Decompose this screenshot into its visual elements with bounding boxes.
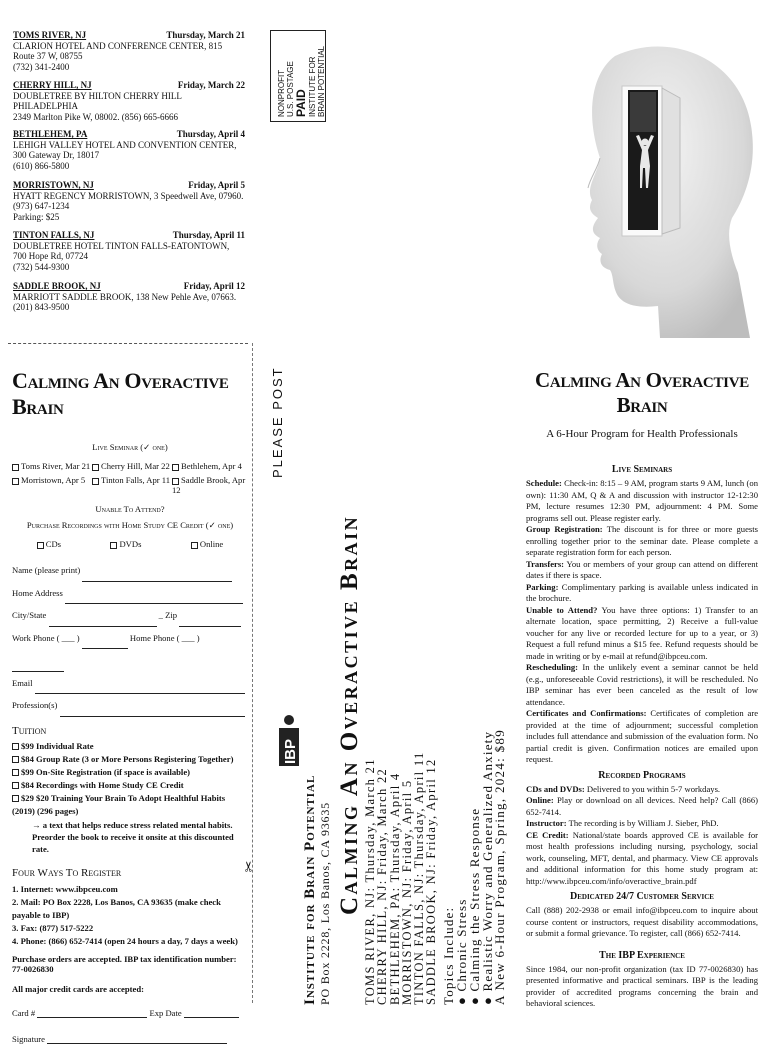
ibp-logo-text: IBP: [282, 738, 299, 764]
info-paragraph-key: Group Registration:: [526, 524, 603, 534]
location-venue: MARRIOTT SADDLE BROOK, 138 New Pehle Ave, 07663. (201) 843-9500: [13, 291, 237, 312]
info-paragraph-key: Parking:: [526, 581, 559, 592]
seminar-option-label: Toms River, Mar 21: [21, 461, 91, 471]
location-extra: (732) 544-9300: [13, 261, 70, 272]
home-phone-label: Home Phone ( ___ ): [129, 632, 200, 643]
location-entry: [13, 180, 245, 222]
checkbox[interactable]: [37, 542, 44, 549]
tuition-option[interactable]: [12, 792, 248, 818]
location-date: Thursday, April 11: [172, 230, 245, 240]
info-paragraph-text: The recording is by William J. Sieber, PhD.: [566, 818, 719, 828]
location-venue: DOUBLETREE HOTEL TINTON FALLS-EATONTOWN, 700 Hope Rd, 07724: [13, 240, 230, 261]
info-paragraph-text: In the unlikely event a seminar cannot be held (e.g., unforeseeable Covid restrictions), it will be rescheduled. No IBP seminar has ever been canceled as the result of low attendance.: [526, 662, 758, 707]
register-way: 3. Fax: (877) 517-5222: [12, 922, 94, 933]
info-paragraph: [526, 830, 758, 888]
info-paragraph: [526, 559, 758, 582]
form-title: Calming An Overactive Brain: [12, 368, 229, 419]
tuition-option[interactable]: [12, 753, 248, 766]
location-entry: [13, 30, 245, 72]
tuition-option-label: $84 Group Rate (3 or More Persons Registering Together): [21, 753, 234, 764]
experience-heading: The IBP Experience: [599, 949, 685, 961]
ways-list: [12, 883, 248, 948]
checkbox[interactable]: [12, 795, 19, 802]
tuition-option[interactable]: [12, 740, 248, 753]
register-way: 4. Phone: (866) 652-7414 (open 24 hours a day, 7 days a week): [12, 935, 238, 946]
checkbox[interactable]: [92, 478, 99, 485]
info-paragraph: [526, 662, 758, 708]
checkbox[interactable]: [92, 464, 99, 471]
scissors-icon: ✂: [242, 860, 258, 873]
service-heading: Dedicated 24/7 Customer Service: [570, 891, 714, 902]
seminar-option-label: Saddle Brook, Apr 12: [172, 475, 246, 495]
location-city: MORRISTOWN, NJ: [13, 180, 94, 190]
media-option-label: CDs: [45, 539, 62, 549]
spine-program: A New 6-Hour Program, Spring, 2024: $89: [492, 728, 507, 1005]
seminar-option[interactable]: [92, 475, 172, 495]
spine-date-line: CHERRY HILL, NJ: Friday, March 22: [375, 767, 390, 1005]
seminar-option[interactable]: [172, 475, 248, 495]
location-city: SADDLE BROOK, NJ: [13, 281, 101, 291]
location-city: CHERRY HILL, NJ: [13, 80, 92, 90]
permit-paid: PAID: [294, 89, 308, 117]
po-note: Purchase orders are accepted. IBP tax identification number: 77-0026830: [12, 953, 237, 974]
location-venue: LEHIGH VALLEY HOTEL AND CONVENTION CENTER, 300 Gateway Dr, 18017: [13, 139, 237, 160]
info-panel: [526, 368, 758, 1010]
topic-item-label: Calming the Stress Response: [467, 807, 482, 992]
tuition-note: → a text that helps reduce stress related mental habits. Preorder the book to receive it onsite at this discounted rate.: [32, 819, 234, 854]
location-venue: DOUBLETREE BY HILTON CHERRY HILL PHILADELPHIA: [13, 90, 182, 111]
location-city: TINTON FALLS, NJ: [13, 230, 95, 240]
media-option[interactable]: [191, 539, 223, 549]
profession-field[interactable]: [60, 716, 245, 717]
permit-line1: NONPROFIT: [277, 69, 286, 117]
profession-label: Profession(s): [12, 700, 58, 710]
media-option[interactable]: [110, 539, 141, 549]
permit-line5: BRAIN POTENTIAL: [317, 45, 326, 117]
spine-title: Calming An Overactive Brain: [336, 514, 363, 915]
topic-item-label: Chronic Stress: [454, 898, 469, 992]
info-paragraph: [526, 478, 758, 524]
location-entry: [13, 281, 245, 313]
media-options: [12, 539, 248, 549]
info-paragraph: [526, 708, 758, 766]
info-paragraph-text: Check-in: 8:15 – 9 AM, program starts 9 AM, lunch (on own): 11:30 AM, Q & A and discussion with instructor 12-12:30 PM, lecture resumes 12:30 PM, adjournment: 4 PM. Some programs sell out. Please register early.: [526, 478, 758, 523]
card-label: Card #: [12, 1007, 36, 1018]
info-paragraph-key: Rescheduling:: [526, 662, 579, 672]
checkbox[interactable]: [12, 478, 19, 485]
spine-date-line: MORRISTOWN, NJ: Friday, April 5: [399, 779, 414, 1005]
seminar-option-label: Cherry Hill, Mar 22: [101, 461, 170, 471]
info-subtitle: A 6-Hour Program for Health Professionals: [546, 428, 738, 440]
card-field[interactable]: [37, 1017, 147, 1018]
seminar-option-label: Morristown, Apr 5: [21, 475, 86, 485]
head-silhouette-illustration: [540, 38, 760, 348]
location-extra: (610) 866-5800: [13, 160, 70, 171]
topic-item-label: Realistic Worry and Generalized Anxiety: [480, 730, 495, 992]
purchase-recordings-label: Purchase Recordings with Home Study CE Credit (✓ one): [26, 520, 234, 530]
checkbox[interactable]: [110, 542, 117, 549]
location-city: BETHLEHEM, PA: [13, 129, 88, 139]
bullet-icon: ●: [454, 991, 469, 1005]
location-city: TOMS RIVER, NJ: [13, 30, 87, 40]
topics-heading: Topics Include:: [441, 906, 456, 1005]
service-text: Call (888) 202-2938 or email info@ibpceu.com to inquire about course content or instructors, request disability accommodations, or submit a formal grievance. To register, call (866) 652-7414.: [526, 905, 758, 938]
checkbox[interactable]: [172, 464, 179, 471]
checkbox[interactable]: [172, 478, 179, 485]
info-paragraph-text: You or members of your group can attend on different dates if there is space.: [526, 558, 758, 580]
info-paragraph-text: Certificates of completion are provided at the time of adjournment; successful completion includes full attendance and submission of the evaluation form. No partial credit is given. Confirmation notices are emailed upon request.: [526, 708, 759, 764]
email-label: Email: [12, 677, 33, 688]
location-extra: Parking: $25: [13, 211, 60, 222]
postage-permit: [270, 30, 326, 122]
info-paragraph: [526, 524, 758, 559]
exp-field[interactable]: [184, 1017, 239, 1018]
info-paragraph: [526, 795, 758, 818]
location-date: Friday, April 5: [188, 180, 245, 190]
location-extra: 2349 Marlton Pike W, 08002. (856) 665-6666: [13, 111, 178, 122]
info-paragraph: [526, 582, 758, 605]
city-label: City/State: [12, 610, 47, 620]
spine-date-line: BETHLEHEM, PA: Thursday, April 4: [387, 772, 402, 1005]
zip-label: Zip: [165, 610, 178, 620]
media-option[interactable]: [37, 539, 61, 549]
signature-label: Signature: [12, 1033, 45, 1044]
media-option-label: Online: [199, 539, 224, 549]
unable-to-attend-label: Unable To Attend?: [95, 504, 165, 514]
spine-dates: [364, 751, 438, 1005]
register-way: 2. Mail: PO Box 2228, Los Banos, CA 93635 (make check payable to IBP): [12, 896, 221, 920]
info-paragraph-key: Transfers:: [526, 558, 565, 569]
info-paragraph-text: Delivered to you within 5-7 workdays.: [584, 783, 721, 794]
info-paragraph-text: You have three options: 1) Transfer to an alternate location, space permitting, 2) Receive a full-value voucher for any live or recorded lecture for up to a year, or 3) Request a full refund minus a $15 fee. Refund requests should be made in writing or by e-mail at refund@ibpceu.com.: [526, 604, 758, 661]
location-entry: [13, 80, 245, 122]
location-date: Thursday, April 4: [176, 129, 245, 139]
info-paragraph-key: Certificates and Confirmations:: [526, 708, 647, 718]
info-paragraph: [526, 784, 758, 796]
location-entry: [13, 129, 245, 171]
info-paragraph: [526, 605, 758, 663]
seminar-options: [12, 461, 248, 495]
location-date: Friday, March 22: [177, 80, 245, 90]
ibp-logo: [276, 712, 302, 768]
spine-date-line: TINTON FALLS, NJ: Thursday, April 11: [412, 751, 427, 1005]
spine-org-name: Institute for Brain Potential: [302, 774, 318, 1005]
address-label: Home Address: [12, 587, 63, 598]
info-paragraph-key: Instructor:: [526, 818, 567, 828]
info-paragraph-text: The discount is for three or more guests enrolling together prior to the seminar date. Please complete a separate registration form for each person.: [526, 524, 758, 557]
checkbox[interactable]: [12, 743, 19, 750]
registration-form: Calming An Overactive Brain Live Seminar (✓ one) Toms River, Mar 21 Cherry Hill, Mar 22 Bethlehem, Apr 4 Morristown, Apr 5 Tinton Falls, Apr 11 Saddle Brook, Apr 12 Unable To Attend? Purchase Recordings with Home Study CE Credit (✓ one) CDs DVDs Online Name (please print) Home Address City/State _ Zip Work Phone ( ___ ) Home Phone ( ___ ) Email Profession(s) Tuition $99 Individual Rate $84 Group Rate (3 or More Persons Registering Together) $99 On-Site Registration (if space is available) $84 Recordings with Home Study CE Credit $29 $20 Training Your Brain To Adopt Healthful Habits (2019) (296 pages) → a text that helps reduce stress related mental habits. Preorder the book to receive it onsite at this discounted rate. Four Ways To Register 1. Internet: www.ibpceu.com 2. Mail: PO Box 2228, Los Banos, CA 93635 (make check payable to IBP) 3. Fax: (877) 517-5222 4. Phone: (866) 652-7414 (open 24 hours a day, 7 days a week) Purchase orders are accepted. IBP tax identification number: 77-0026830 All major credit cards are accepted: Card # Exp Date Signature: [12, 368, 248, 1044]
info-paragraph-text: National/state boards approved CE is available for most health professions including nursing, psychology, social work, counseling, MFT, dental, and pharmacy. View CE approvals and additional information for this home study program at: http://www.ibpceu.com/info/overactive_brain.pdf: [526, 829, 758, 886]
spine-po-box: PO Box 2228, Los Banos, CA 93635: [318, 802, 332, 1005]
tuition-option-label: $84 Recordings with Home Study CE Credit: [21, 779, 184, 790]
tuition-heading: Tuition: [12, 724, 47, 737]
fold-line: [252, 343, 253, 1003]
checkbox[interactable]: [12, 782, 19, 789]
location-extra: (732) 341-2400: [13, 61, 70, 72]
spine-date-line: SADDLE BROOK, NJ: Friday, April 12: [424, 758, 439, 1005]
register-way: 1. Internet: www.ibpceu.com: [12, 883, 118, 894]
info-paragraph-key: Online:: [526, 795, 554, 805]
spine-topics: [442, 731, 494, 1005]
name-label: Name (please print): [12, 565, 81, 575]
checkbox[interactable]: [191, 542, 198, 549]
tuition-option-label: $99 On-Site Registration (if space is available): [21, 766, 190, 777]
info-paragraph-key: CDs and DVDs:: [526, 783, 585, 794]
seminar-option[interactable]: [12, 475, 92, 495]
permit-line2: U.S. POSTAGE: [286, 61, 295, 117]
media-option-label: DVDs: [119, 539, 142, 549]
bullet-icon: ●: [480, 991, 495, 1005]
info-paragraph-key: CE Credit:: [526, 829, 569, 840]
spine-date-line: TOMS RIVER, NJ: Thursday, March 21: [363, 758, 377, 1005]
checkbox[interactable]: [12, 769, 19, 776]
permit-line4: INSTITUTE FOR: [308, 56, 317, 117]
seminar-option-label: Tinton Falls, Apr 11: [101, 475, 171, 485]
info-paragraph: [526, 818, 758, 830]
ways-heading: Four Ways To Register: [12, 866, 122, 879]
tuition-option[interactable]: [12, 779, 248, 792]
location-date: Friday, April 12: [183, 281, 245, 291]
experience-text: Since 1984, our non-profit organization (tax ID 77-0026830) has presented informative and practical seminars. IBP is the leading provider of accredited programs concerning the brain and behavioral sciences.: [526, 963, 758, 1008]
location-date: Thursday, March 21: [166, 30, 245, 40]
tuition-option-label: $99 Individual Rate: [21, 740, 94, 751]
checkbox[interactable]: [12, 464, 19, 471]
info-paragraph-key: Schedule:: [526, 478, 562, 488]
info-paragraph-text: Complimentary parking is available unless indicated in the brochure.: [526, 581, 758, 603]
recorded-heading: Recorded Programs: [598, 769, 686, 781]
seminar-option-label: Bethlehem, Apr 4: [181, 461, 242, 471]
info-title: Calming An Overactive Brain: [535, 368, 749, 417]
form-cut-line: [8, 343, 248, 344]
tuition-options: [12, 740, 248, 818]
cards-note: All major credit cards are accepted:: [12, 983, 144, 994]
seminar-option[interactable]: [92, 461, 172, 471]
location-venue: HYATT REGENCY MORRISTOWN, 3 Speedwell Ave, 07960. (973) 647-1234: [13, 190, 244, 211]
work-phone-field[interactable]: [82, 648, 128, 649]
tuition-option-label: $29 $20 Training Your Brain To Adopt Healthful Habits (2019) (296 pages): [12, 792, 226, 816]
checkbox[interactable]: [12, 756, 19, 763]
work-phone-label: Work Phone ( ___ ): [12, 632, 80, 643]
location-entry: [13, 230, 245, 272]
bullet-icon: ●: [467, 991, 482, 1005]
live-seminar-label: Live Seminar (✓ one): [92, 442, 168, 452]
live-seminars-heading: Live Seminars: [611, 464, 673, 475]
exp-label: Exp Date: [149, 1007, 182, 1018]
seminar-option[interactable]: [172, 461, 248, 471]
info-paragraph-key: Unable to Attend?: [526, 604, 598, 615]
location-venue: CLARION HOTEL AND CONFERENCE CENTER, 815 Route 37 W, 08755: [13, 40, 223, 61]
please-post-label: PLEASE POST: [270, 366, 285, 478]
seminar-option[interactable]: [12, 461, 92, 471]
signature-field[interactable]: [47, 1043, 227, 1044]
info-paragraph-text: Play or download on all devices. Need help? Call (866) 652-7414.: [526, 795, 758, 817]
tuition-option[interactable]: [12, 766, 248, 779]
